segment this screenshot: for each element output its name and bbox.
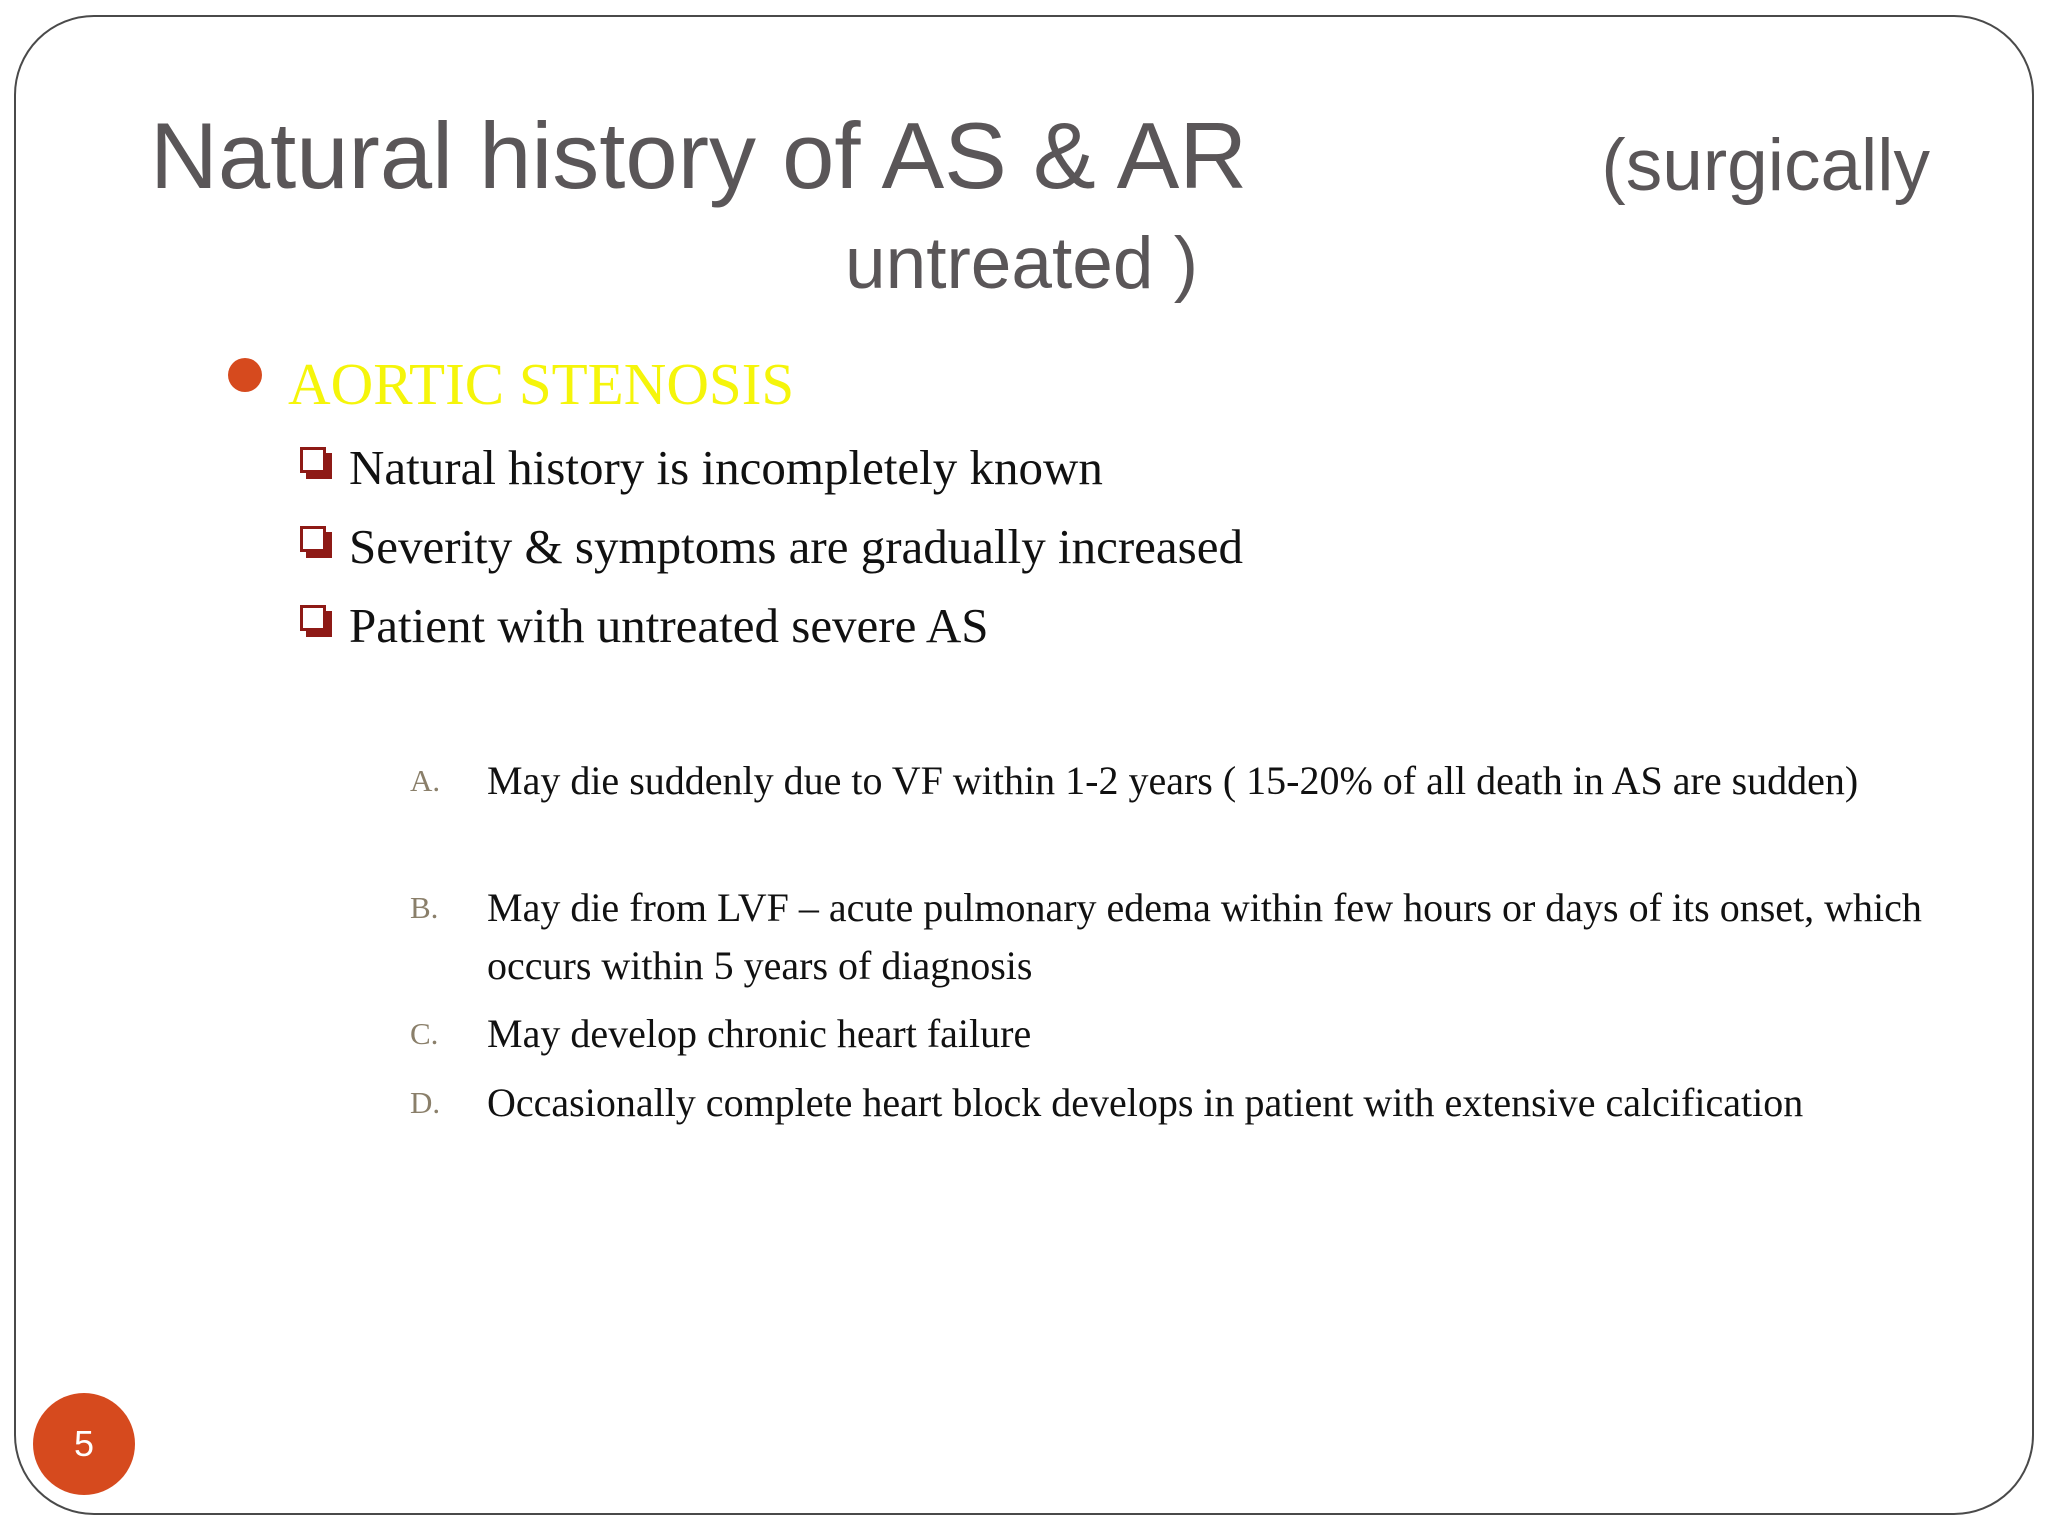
- list-marker: D.: [410, 1085, 441, 1120]
- slide-title-second-line: untreated ): [845, 223, 1199, 304]
- checklist-item-text: Natural history is incompletely known: [349, 440, 1103, 495]
- checkbox-icon: [300, 526, 332, 558]
- checklist-item: [300, 591, 989, 661]
- list-item-text: Occasionally complete heart block develops in patient with extensive calcification: [487, 1080, 1804, 1125]
- checkbox-icon: [300, 447, 332, 479]
- checklist-item: [300, 433, 1103, 503]
- list-marker: B.: [410, 890, 439, 925]
- page-number-badge: 5: [33, 1393, 135, 1495]
- slide-title-continuation: (surgically: [1601, 125, 1930, 206]
- section-heading: AORTIC STENOSIS: [288, 351, 795, 417]
- bullet-dot-icon: [228, 358, 262, 392]
- list-item-text: May die suddenly due to VF within 1-2 years ( 15-20% of all death in AS are sudden): [487, 758, 1859, 803]
- checklist-item-text: Patient with untreated severe AS: [349, 598, 989, 653]
- checklist-item-text: Severity & symptoms are gradually increased: [349, 519, 1243, 574]
- checklist-item: [300, 512, 1243, 582]
- list-marker: C.: [410, 1016, 439, 1051]
- slide-title: Natural history of AS & AR: [150, 103, 1248, 208]
- list-marker: A.: [410, 763, 441, 798]
- list-item-text: May die from LVF – acute pulmonary edema within few hours or days of its onset, which occurs within 5 years of diagnosis: [487, 885, 1922, 988]
- checkbox-icon: [300, 605, 332, 637]
- list-item-text: May develop chronic heart failure: [487, 1011, 1032, 1056]
